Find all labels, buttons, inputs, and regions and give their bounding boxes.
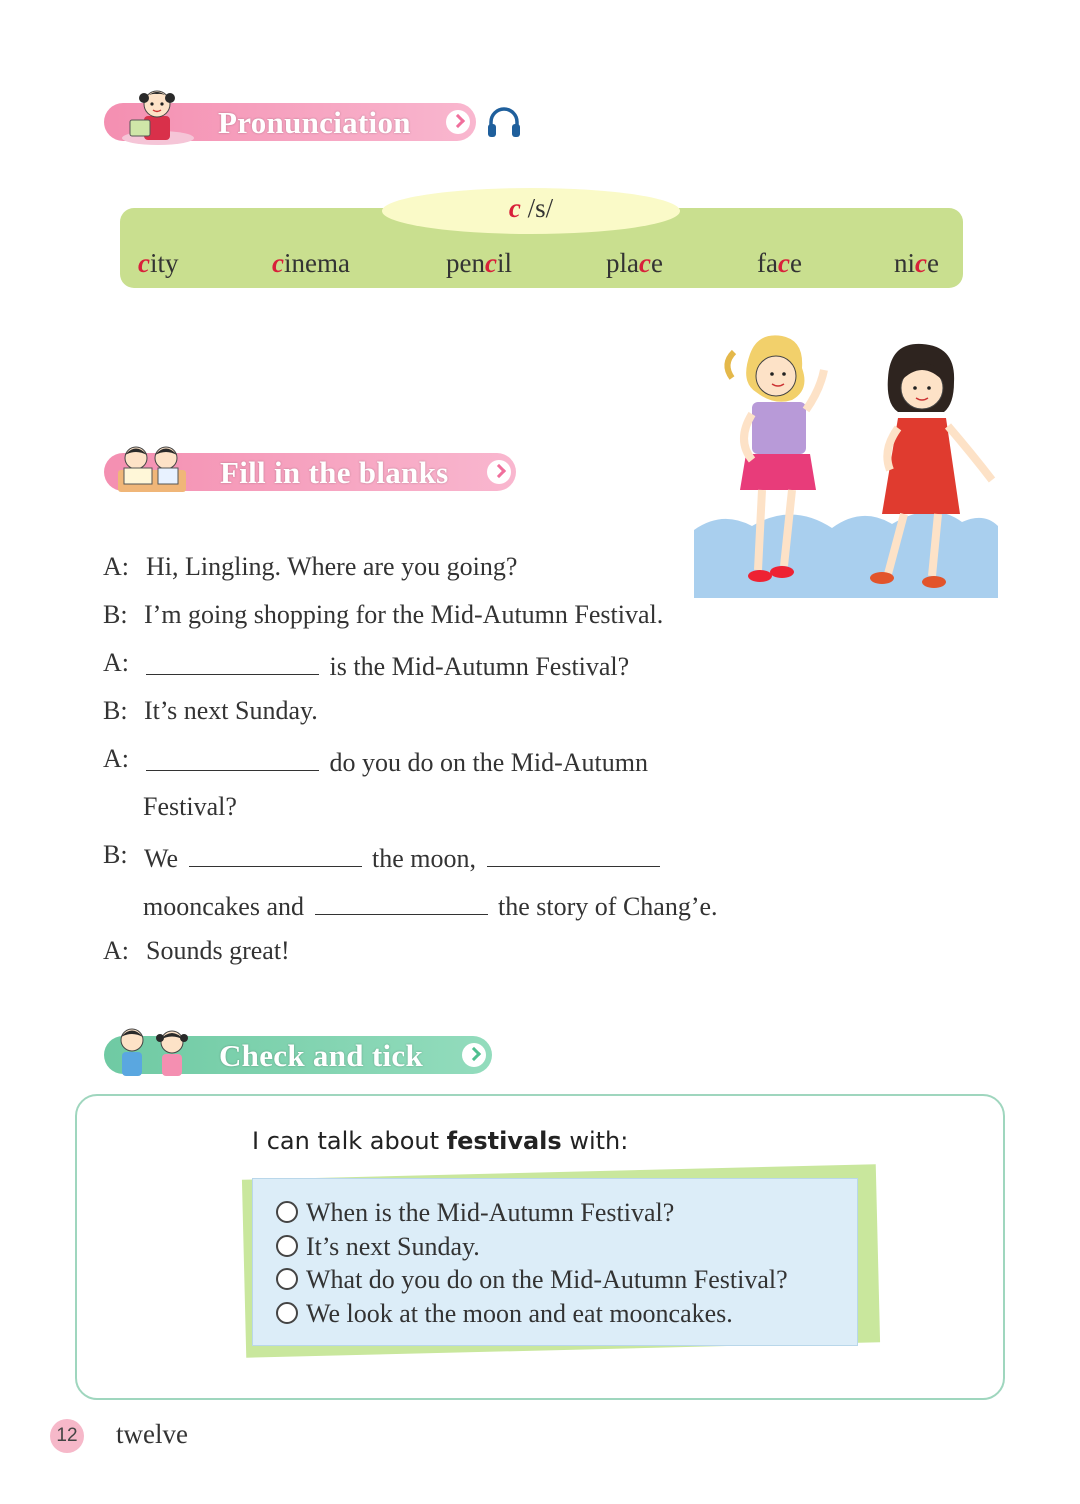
pron-word: city (138, 248, 179, 278)
two-girls-illustration (692, 330, 1000, 602)
check-option[interactable]: We look at the moon and eat mooncakes. (276, 1299, 733, 1329)
speaker-label: B: (103, 696, 128, 725)
kids-reading-illustration (114, 438, 190, 496)
sound-ipa: /s/ (520, 193, 554, 223)
dialogue-line: is the Mid-Autumn Festival? (146, 648, 629, 682)
answer-blank[interactable] (146, 648, 319, 675)
check-option[interactable]: When is the Mid-Autumn Festival? (276, 1198, 674, 1228)
speaker-label: A: (103, 648, 129, 677)
radio-circle[interactable] (276, 1302, 298, 1324)
answer-blank[interactable] (189, 840, 362, 867)
headphones-icon[interactable] (486, 106, 522, 138)
answer-blank[interactable] (315, 888, 488, 915)
dialogue-line: Hi, Lingling. Where are you going? (146, 552, 518, 581)
speaker-label: B: (103, 600, 128, 629)
pron-word: cinema (272, 248, 350, 278)
dialogue-line: I’m going shopping for the Mid-Autumn Festival. (144, 600, 664, 629)
sound-header (382, 193, 680, 224)
dialogue-line: Sounds great! (146, 936, 290, 965)
arrow-right-icon (462, 1043, 486, 1067)
answer-blank[interactable] (146, 744, 319, 771)
dialogue-line: mooncakes and the story of Chang’e. (143, 888, 718, 922)
radio-circle[interactable] (276, 1268, 298, 1290)
sound-letter: c (508, 193, 521, 223)
dialogue-line: We the moon, (144, 840, 660, 874)
speaker-label: A: (103, 744, 129, 773)
page-number-badge: 12 (50, 1419, 84, 1453)
arrow-right-icon (446, 110, 470, 134)
girl-reading-illustration (122, 84, 194, 146)
dialogue-line: do you do on the Mid-Autumn (146, 744, 648, 778)
self-check-intro: I can talk about festivals with: (252, 1127, 629, 1155)
fill-blanks-title: Fill in the blanks (220, 455, 449, 490)
pron-word: face (757, 248, 802, 278)
check-option[interactable]: It’s next Sunday. (276, 1232, 480, 1262)
pron-word: pencil (446, 248, 512, 278)
radio-circle[interactable] (276, 1201, 298, 1223)
dialogue-line: It’s next Sunday. (144, 696, 318, 725)
answer-blank[interactable] (487, 840, 660, 867)
kids-waving-illustration (110, 1024, 196, 1080)
speaker-label: B: (103, 840, 128, 869)
radio-circle[interactable] (276, 1235, 298, 1257)
speaker-label: A: (103, 552, 129, 581)
pronunciation-title: Pronunciation (218, 105, 411, 140)
check-option[interactable]: What do you do on the Mid-Autumn Festival? (276, 1265, 788, 1295)
arrow-right-icon (487, 460, 511, 484)
dialogue-line: Festival? (143, 792, 237, 821)
page-number-word: twelve (116, 1419, 188, 1449)
speaker-label: A: (103, 936, 129, 965)
pron-word: nice (894, 248, 939, 278)
pron-word: place (606, 248, 663, 278)
check-tick-title: Check and tick (219, 1038, 424, 1073)
